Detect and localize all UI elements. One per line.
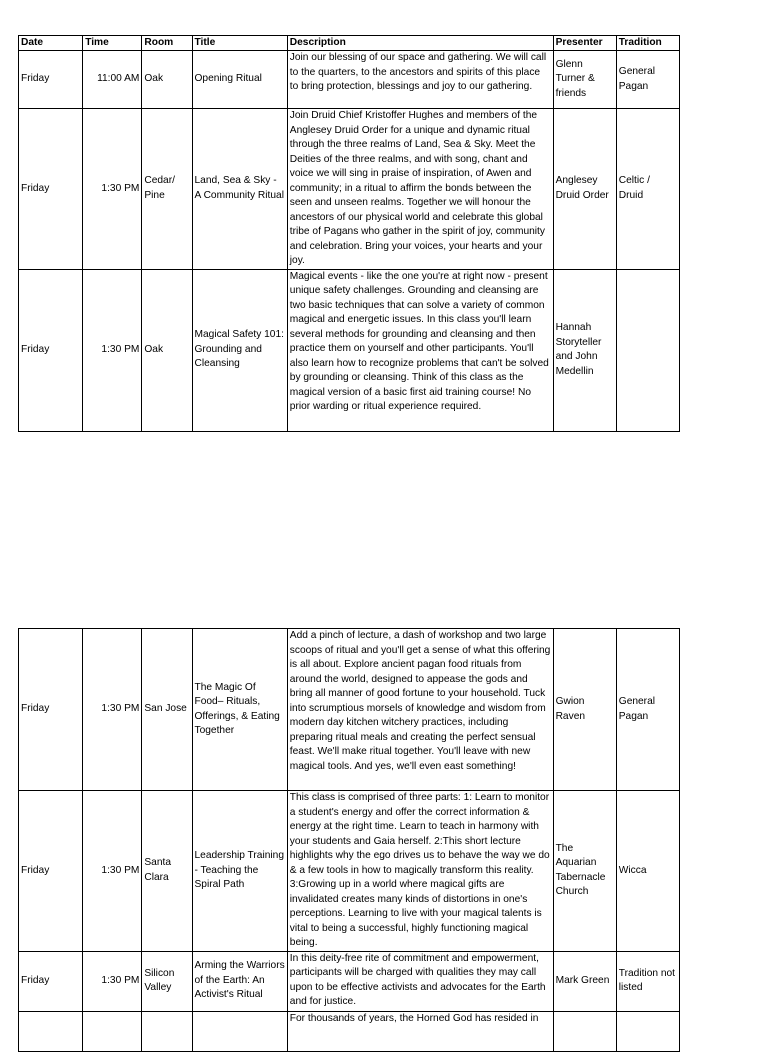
cell-presenter: Mark Green [553,951,616,1011]
cell-tradition: General Pagan [616,51,679,109]
cell-date: Friday [19,951,83,1011]
header-date: Date [19,36,83,51]
cell-presenter: Anglesey Druid Order [553,109,616,270]
cell-room: Cedar/ Pine [142,109,192,270]
cell-title: The Magic Of Food– Rituals, Offerings, & Eating Together [192,629,287,791]
cell-title: Opening Ritual [192,51,287,109]
header-tradition: Tradition [616,36,679,51]
cell-date: Friday [19,629,83,791]
cell-time: 1:30 PM [83,951,142,1011]
cell-title [192,1011,287,1051]
cell-presenter: Gwion Raven [553,629,616,791]
cell-title: Leadership Training - Teaching the Spiral Path [192,791,287,952]
header-title: Title [192,36,287,51]
table-row [19,51,680,109]
cell-date: Friday [19,51,83,109]
cell-time: 1:30 PM [83,109,142,270]
cell-presenter: Glenn Turner & friends [553,51,616,109]
cell-date [19,1011,83,1051]
cell-room: Oak [142,51,192,109]
cell-title: Magical Safety 101: Grounding and Cleansing [192,269,287,431]
cell-tradition: Tradition not listed [616,951,679,1011]
cell-tradition: Celtic / Druid [616,109,679,270]
cell-date: Friday [19,269,83,431]
cell-tradition: Wicca [616,791,679,952]
cell-date: Friday [19,109,83,270]
cell-description: Magical events - like the one you're at right now - present unique safety challenges. Grounding and cleansing are two basic techniques that can solve a variety of common magical and energetic issues. In this class you'll learn several methods for grounding and cleansing and then practice them on yourself and other participants. You'll also learn how to recognize problems that can't be solved by grounding or cleansing. Think of this class as the magical version of a basic first aid training course! No prior warding or ritual experience required. [287,269,553,431]
cell-presenter: Hannah Storyteller and John Medellin [553,269,616,431]
header-time: Time [83,36,142,51]
table-row [19,1011,680,1051]
cell-room [142,1011,192,1051]
header-room: Room [142,36,192,51]
cell-title: Arming the Warriors of the Earth: An Activist's Ritual [192,951,287,1011]
cell-description: In this deity-free rite of commitment and empowerment, participants will be charged with qualities they may call upon to be effective activists and advocates for the Earth and for justice. [287,951,553,1011]
cell-room: Santa Clara [142,791,192,952]
cell-time: 1:30 PM [83,269,142,431]
cell-tradition [616,269,679,431]
header-description: Description [287,36,553,51]
cell-presenter: The Aquarian Tabernacle Church [553,791,616,952]
cell-time: 1:30 PM [83,629,142,791]
cell-title: Land, Sea & Sky - A Community Ritual [192,109,287,270]
cell-date: Friday [19,791,83,952]
cell-time [83,1011,142,1051]
table-row [19,269,680,431]
cell-tradition [616,1011,679,1051]
cell-room: San Jose [142,629,192,791]
cell-time: 1:30 PM [83,791,142,952]
schedule-table-2 [18,628,680,1052]
header-row [19,36,680,51]
cell-description: For thousands of years, the Horned God has resided in [287,1011,553,1051]
cell-description: This class is comprised of three parts: 1: Learn to monitor a student's energy and offer the correct information & energy at the right time. Learn to teach in harmony with your students and Gaia herself. 2:This short lecture highlights why the ego drives us to behave the way we do & a few tools in how to magically transform this reality. 3:Growing up in a world where magical gifts are invalidated creates many kinds of distortions in one's perceptions. Learning to live with your magical talents is vital to being a successful, highly functioning magical being. [287,791,553,952]
table-row [19,951,680,1011]
table-row [19,629,680,791]
schedule-table-1 [18,35,680,432]
cell-time: 11:00 AM [83,51,142,109]
cell-presenter [553,1011,616,1051]
cell-description: Join our blessing of our space and gathering. We will call to the quarters, to the ancestors and spirits of this place to bring protection, blessings and joy to our gathering. [287,51,553,109]
cell-tradition: General Pagan [616,629,679,791]
table-row [19,109,680,270]
cell-description: Join Druid Chief Kristoffer Hughes and members of the Anglesey Druid Order for a unique and dynamic ritual through the three realms of Land, Sea & Sky. Meet the Deities of the three realms, and with song, chant and voice we will sing in praise of inspiration, of Awen and community; in a ritual to affirm the bonds between the seen and unseen realms. Together we will honour the ancestors of our physical world and celebrate this global tribe of Pagans who gather in the spirit of joy, community and celebration. Bring your voices, your hearts and your joy. [287,109,553,270]
table-row [19,791,680,952]
cell-room: Silicon Valley [142,951,192,1011]
cell-description: Add a pinch of lecture, a dash of workshop and two large scoops of ritual and you'll get a sense of what this offering is all about. Explore ancient pagan food rituals from around the world, designed to appease the gods and bring all manner of good fortune to your household. Tuck into scrumptious morsels of knowledge and wisdom from modern day kitchen witchery practices, including preparing ritual meals and creating the perfect sensual feast. We'll make ritual together. You'll leave with new magical tools. And yes, we'll even east something! [287,629,553,791]
cell-room: Oak [142,269,192,431]
header-presenter: Presenter [553,36,616,51]
